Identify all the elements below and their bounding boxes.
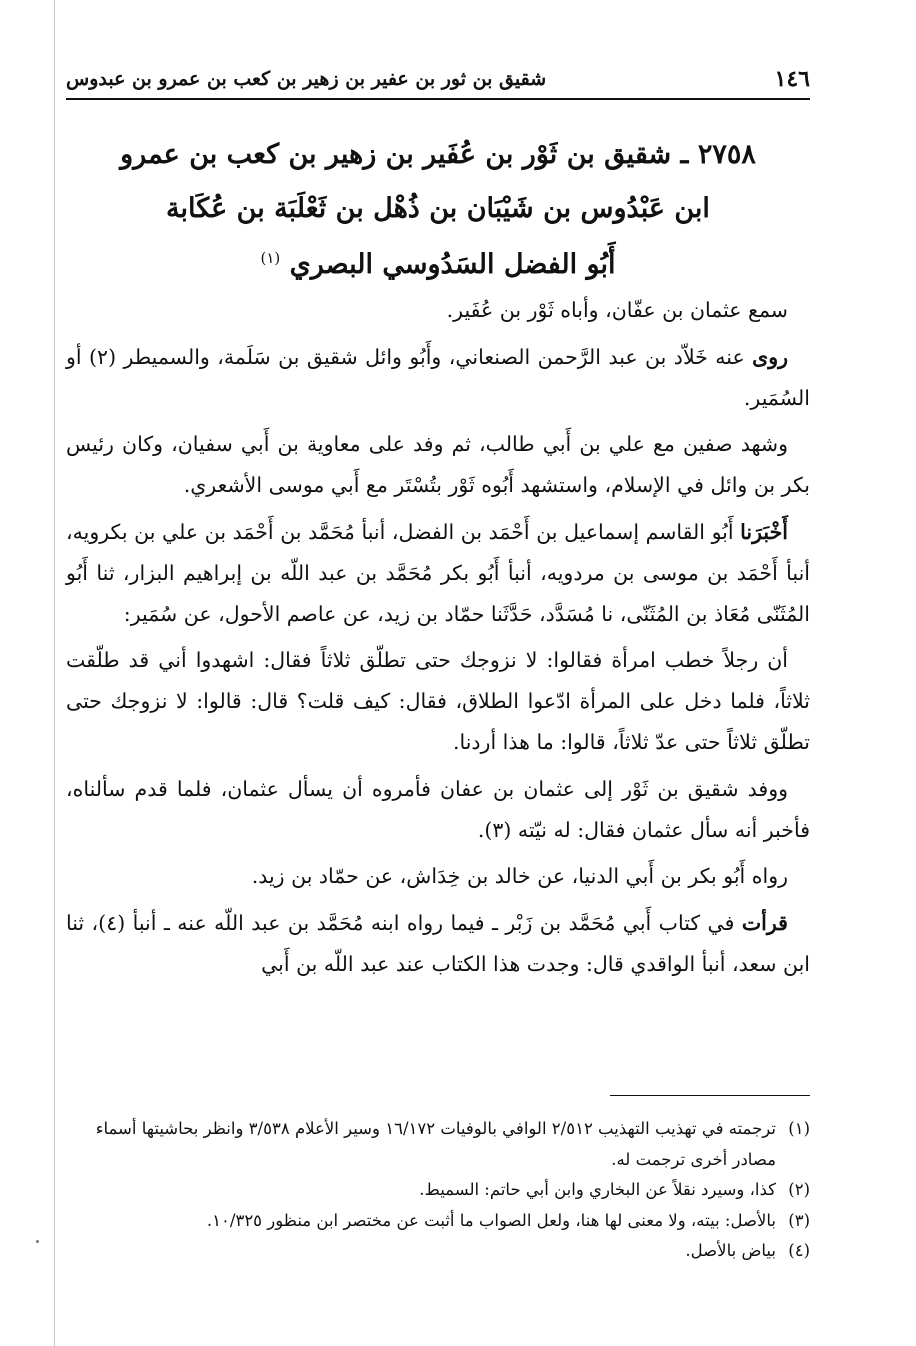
paragraph-6 — [66, 769, 810, 851]
page-number: ١٤٦ — [774, 66, 810, 92]
paragraph-text: أن رجلاً خطب امرأة فقالوا: لا نزوجك حتى تطلّق ثلاثاً فقال: اشهدوا أني قد طلّقت ثلاثاً، فلما دخل على المرأة ادّعوا الطلاق، فقال: كيف قلت؟ قال: قالوا: لا نزوجك حتى تطلّق ثلاثاً حتى عدّ ثلاثاً، قالوا: ما هذا أردنا. — [66, 648, 810, 754]
entry-title-line-2: ابن عَبْدُوس بن شَيْبَان بن ذُهْل بن ثَعْلَبَة بن عُكَابة — [166, 193, 710, 224]
paragraph-7 — [66, 856, 810, 897]
footnote-text: بياض بالأصل. — [685, 1241, 776, 1260]
entry-title-line-3 — [66, 241, 810, 282]
paragraph-2 — [66, 337, 810, 419]
paragraph-text: في كتاب أَبي مُحَمَّد بن زَبْر ـ فيما رواه ابنه مُحَمَّد بن عبد اللّه عنه ـ أنبأ (٤)، ثنا ابن سعد، أنبأ الواقدي قال: وجدت هذا الكتاب عند عبد اللّه بن أَبي — [66, 911, 810, 976]
footnote-ref-1: (١) — [260, 249, 281, 267]
running-title: شقيق بن ثور بن عفير بن زهير بن كعب بن عمرو بن عبدوس — [66, 68, 547, 90]
footnote-text: بالأصل: بيته، ولا معنى لها هنا، ولعل الصواب ما أثبت عن مختصر ابن منظور ١٠/٣٢٥. — [206, 1210, 776, 1230]
paragraph-text: ووفد شقيق بن ثَوْر إلى عثمان بن عفان فأمروه أن يسأل عثمان، فلما قدم سألناه، فأخبر أنه سأل عثمان فقال: له نيّته (٣). — [66, 776, 810, 842]
paragraph-text: رواه أَبُو بكر بن أَبي الدنيا، عن خالد بن خِدَاش، عن حمّاد بن زيد. — [251, 864, 788, 889]
footnotes — [66, 1114, 810, 1267]
scan-speck — [36, 1240, 39, 1243]
footnote-4 — [66, 1236, 810, 1267]
footnote-number: (٤) — [788, 1241, 810, 1260]
paragraph-4 — [66, 512, 810, 634]
paragraph-lead: روى — [752, 344, 789, 369]
footnote-1 — [66, 1114, 810, 1175]
paragraph-text: سمع عثمان بن عفّان، وأباه ثَوْر بن عُفَير. — [446, 298, 788, 322]
paragraph-1 — [66, 290, 810, 331]
footnote-text: كذا، وسيرد نقلاً عن البخاري وابن أبي حاتم: السميط. — [419, 1180, 776, 1199]
paragraph-5 — [66, 640, 810, 762]
footnote-3 — [66, 1206, 810, 1237]
entry-title-kunya: أَبُو الفضل السَدُوسي البصري — [289, 249, 616, 280]
footnote-separator — [610, 1095, 810, 1096]
paragraph-text: أَبُو القاسم إسماعيل بن أَحْمَد بن الفضل، أنبأ مُحَمَّد بن أَحْمَد بن علي بن بكرويه، أنبأ أَحْمَد بن موسى بن مردويه، أنبأ أَبُو بكر مُحَمَّد بن عبد اللّه بن إبراهيم البزار، ثنا أَبُو المُثَنّى مُعَاذ بن المُثَنّى، نا مُسَدَّد، حَدَّثَنا حمّاد بن زيد، عن عاصم الأحول، عن سُمَير: — [66, 519, 810, 626]
entry-title-line-1: ٢٧٥٨ ـ شقيق بن ثَوْر بن عُفَير بن زهير بن كعب بن عمرو — [120, 139, 756, 170]
footnote-number: (٣) — [788, 1210, 810, 1230]
paragraph-text: عنه خَلاّد بن عبد الرَّحمن الصنعاني، وأَبُو وائل شقيق بن سَلَمة، والسميطر (٢) أو السُمَير. — [66, 344, 810, 410]
paragraph-text: وشهد صفين مع علي بن أَبي طالب، ثم وفد على معاوية بن أَبي سفيان، وكان رئيس بكر بن وائل في الإسلام، واستشهد أَبُوه ثَوْر بتُسْتَر مع أَبي موسى الأشعري. — [66, 432, 810, 498]
page-header — [66, 66, 810, 96]
body-text — [66, 290, 810, 985]
paragraph-8 — [66, 903, 810, 985]
paragraph-lead: قرأت — [741, 911, 788, 936]
header-rule — [66, 98, 810, 100]
footnote-2 — [66, 1175, 810, 1206]
footnote-text: ترجمته في تهذيب التهذيب ٢/٥١٢ الوافي بالوفيات ١٦/١٧٢ وسير الأعلام ٣/٥٣٨ وانظر بحاشيتها أسماء مصادر أخرى ترجمت له. — [95, 1119, 776, 1169]
scan-gutter-line — [54, 0, 55, 1346]
paragraph-lead: أَخْبَرَنا — [740, 519, 788, 544]
footnote-number: (٢) — [788, 1180, 810, 1199]
paragraph-3 — [66, 424, 810, 506]
footnote-number: (١) — [788, 1119, 810, 1138]
